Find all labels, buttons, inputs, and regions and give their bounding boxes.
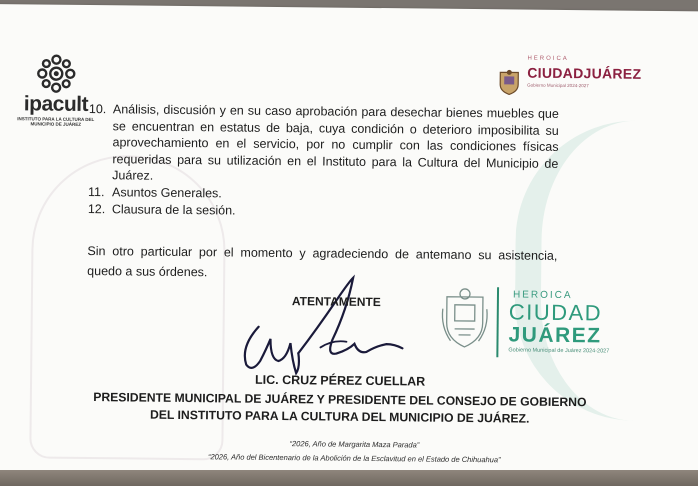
city-logo-government: Gobierno Municipal 2024-2027 (527, 82, 589, 89)
city-logo-small (497, 55, 642, 89)
agenda-item-text: Asuntos Generales. (111, 185, 222, 201)
city-seal-icon (497, 69, 521, 95)
city-logo-heroica: HEROICA (527, 55, 569, 63)
agenda-item-text: Clausura de la sesión. (111, 201, 236, 218)
agenda-item-text: Análisis, discusión y en su caso aprobación para desechar bienes muebles que se encuentran en estatus de baja, cuya condición o deterioro imposibilita su aprovechamiento en el servicio, por no cumplir con las condiciones físicas requeridas para su utilización en el Instituto para la Cultura del Municipio de Juárez. (112, 102, 559, 184)
table-surface (0, 470, 698, 486)
closing-paragraph: Sin otro particular por el momento y agradeciendo de antemano su asistencia, quedo a sus órdenes. (87, 243, 558, 280)
signoff-label: ATENTAMENTE (291, 294, 381, 310)
big-logo-juarez: JUÁREZ (508, 323, 602, 348)
big-logo-government: Gobierno Municipal de Juárez 2024-2027 (508, 347, 610, 355)
ipacult-wordmark: ipacult (23, 92, 89, 116)
big-logo-heroica: HEROICA (512, 289, 573, 302)
document-page (0, 4, 698, 482)
agenda-item-number: 10. (88, 101, 107, 117)
ipacult-mark-icon (35, 52, 77, 94)
big-logo-ciudad: CIUDAD (508, 299, 603, 326)
ipacult-subtitle: INSTITUTO PARA LA CULTURA DEL MUNICIPIO DE JUÁREZ (17, 116, 95, 127)
city-logo-large (438, 285, 629, 367)
signer-name: LIC. CRUZ PÉREZ CUELLAR (255, 372, 426, 389)
logo-divider (496, 287, 499, 357)
city-seal-outline-icon (438, 287, 491, 350)
agenda-item-number: 11. (87, 184, 105, 200)
footer-line-1: “2026, Año de Margarita Maza Parada” (289, 439, 420, 450)
agenda-item-number: 12. (87, 201, 106, 216)
footer-line-2: “2026, Año del Bicentenario de la Abolición de la Esclavitud en el Estado de Chihuahua” (207, 452, 501, 465)
city-logo-name: CIUDADJUÁREZ (527, 64, 642, 82)
agenda-list (88, 101, 559, 222)
agenda-item (88, 101, 559, 189)
signer-role: PRESIDENTE MUNICIPAL DE JUÁREZ Y PRESIDENTE DEL CONSEJO DE GOBIERNO DEL INSTITUTO PARA LA CULTURA DEL MUNICIPIO DE JUÁREZ. (93, 390, 587, 426)
handwritten-signature (236, 269, 407, 381)
